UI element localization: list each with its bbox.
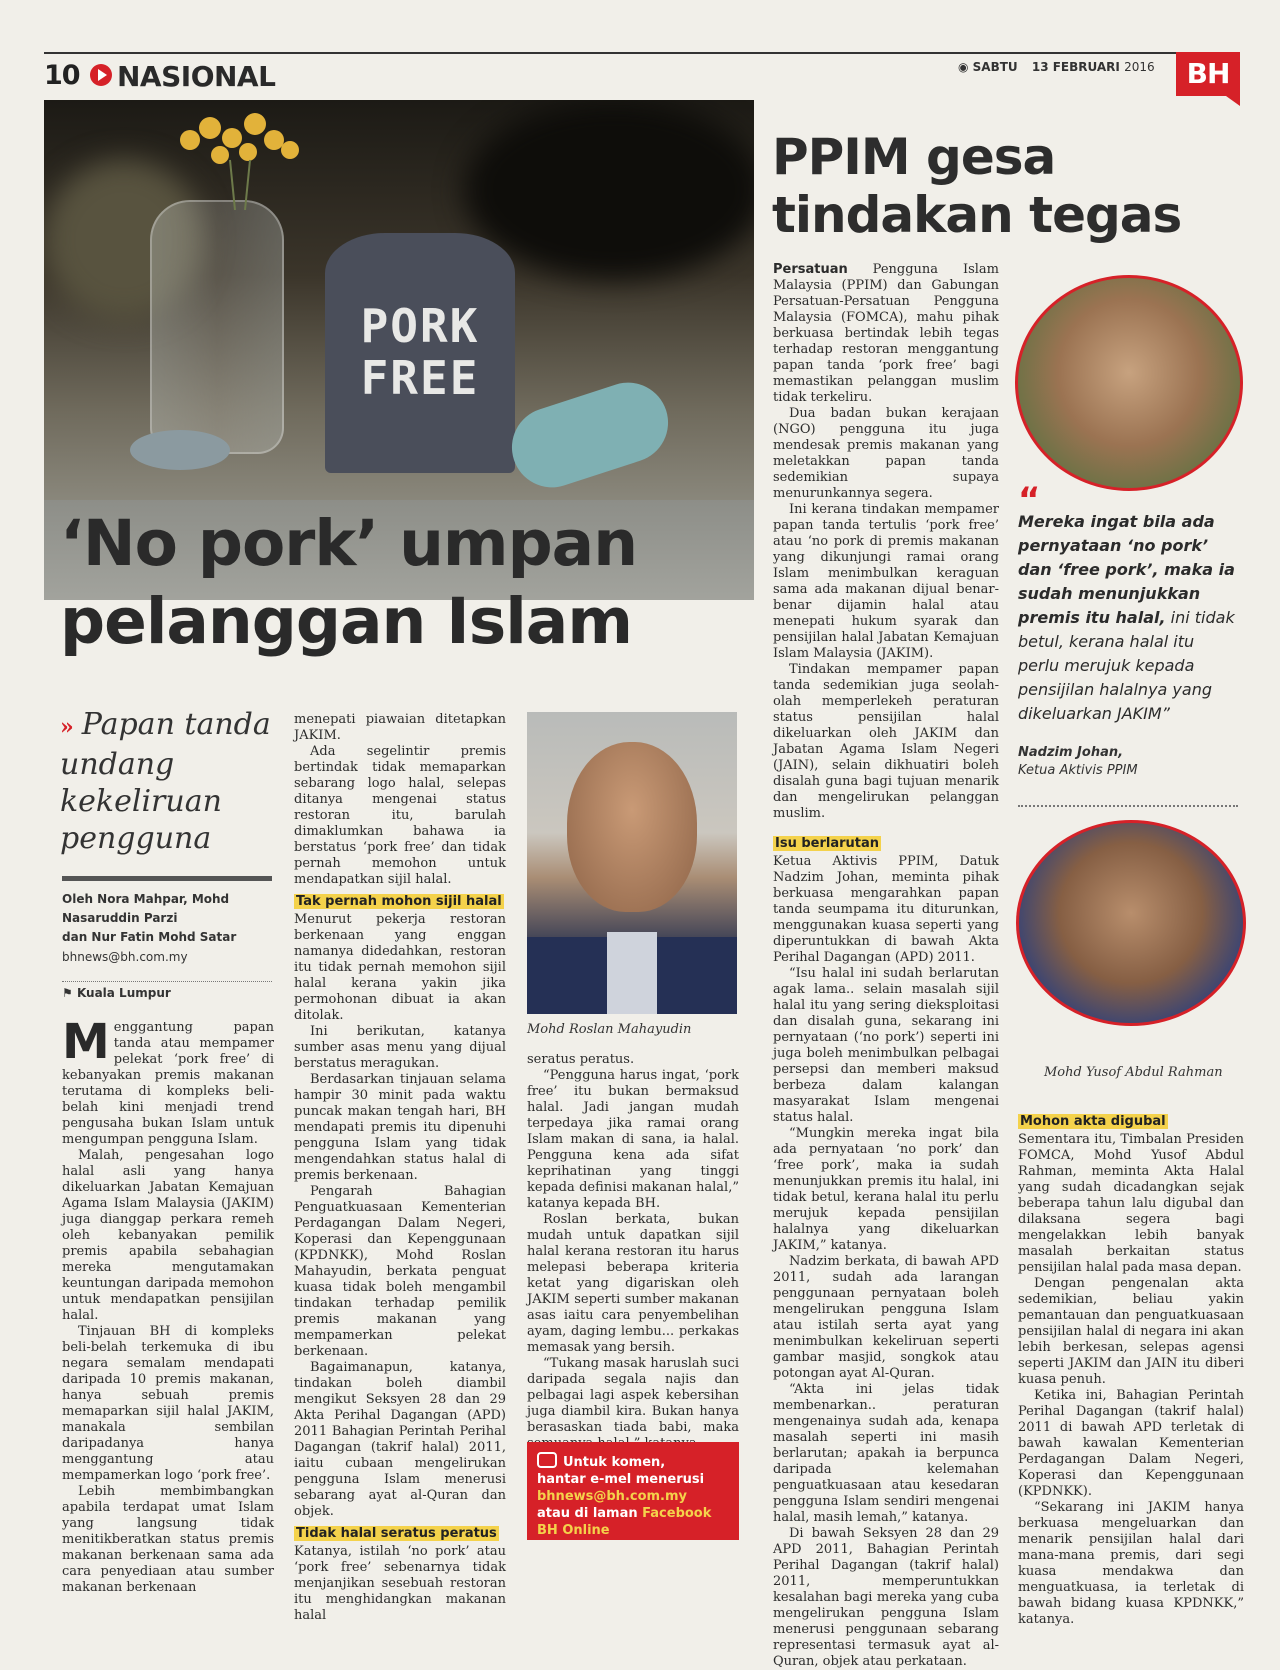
bh-online-link[interactable]: BH Online: [537, 1523, 610, 1538]
deck: [60, 706, 280, 857]
bh-logo: BH: [1176, 52, 1240, 96]
paragraph: Pengarah Bahagian Penguatkuasaan Kementerian Perdagangan Dalam Negeri, Koperasi dan Kepenggunaan (KPDNKK), Mohd Roslan Mahayudin, berkata penguat kuasa tidak boleh mengambil tindakan terhadap pemilik premis makanan yang mempamerkan pelekat berkenaan.: [294, 1184, 506, 1359]
paragraph: Bagaimanapun, katanya, tindakan boleh diambil mengikut Seksyen 28 dan 29 Akta Perihal Dagangan (APD) 2011 Bahagian Perintah Perihal Dagangan (takrif halal) 2011, iaitu cubaan mengelirukan pengguna Islam menerusi sebarang ayat al-Quran dan objek.: [294, 1360, 506, 1519]
place: Kuala Lumpur: [76, 986, 171, 1000]
paragraph: “Sekarang ini JAKIM hanya berkuasa mengeluarkan dan menarik pensijilan halal dari mana-mana premis, dari segi kuasa mendakwa dan menguatkuasa, ia terletak di bawah bidang kuasa KPDNKK,” katanya.: [1018, 1500, 1244, 1627]
main-column-1: [62, 1014, 274, 1596]
year: 2016: [1124, 60, 1155, 74]
pull-quote-bold: Mereka ingat bila ada pernyataan ‘no pork’ dan ‘free pork’, maka ia sudah menunjukkan premis itu halal,: [1018, 512, 1235, 627]
paragraph: Dengan pengenalan akta sedemikian, beliau yakin pemantauan dan penguatkuasaan pensijilan halal di negara ini akan lebih berkesan, selepas agensi seperti JAKIM dan JAIN itu diberi kuasa penuh.: [1018, 1276, 1244, 1387]
paragraph: Ini kerana tindakan mempamer papan tanda tertulis ‘pork free’ atau ‘no pork di premis makanan yang dikunjungi ramai orang Islam menimbulkan keraguan sama ada makanan dijual benar-benar dijamin halal atau menepati hukum syarak dan pensijilan halal Jabatan Kemajuan Islam Malaysia (JAKIM).: [773, 502, 999, 661]
day: SABTU: [972, 60, 1018, 74]
paragraph: Roslan berkata, bukan mudah untuk dapatkan sijil halal kerana restoran itu harus melepasi beberapa kriteria ketat yang digariskan oleh JAKIM seperti sumber makanan asas iaitu cara penyembelihan ayam, daging lembu... perkakas memasak yang bersih.: [527, 1212, 739, 1355]
clock-icon: ◉: [958, 60, 973, 74]
date: 13 FEBRUARI: [1031, 60, 1120, 74]
paragraph: Lebih membimbangkan apabila terdapat umat Islam yang langsung tidak menitikberatkan status premis makanan berkenaan sama ada cara penyediaan atau sumber makanan berkenaan: [62, 1484, 274, 1595]
glass-bottle: [150, 200, 284, 454]
page-number: 10: [44, 60, 80, 91]
paragraph-text: Pengguna Islam Malaysia (PPIM) dan Gabungan Persatuan-Persatuan Pengguna Malaysia (FOMCA), mahu pihak berkuasa bertindak lebih tegas terhadap restoran menggantung papan tanda ‘pork free’ bagi memastikan pelanggan muslim tidak terkeliru.: [773, 262, 999, 405]
portrait-caption: Mohd Roslan Mahayudin: [527, 1022, 692, 1037]
quote-mark-icon: “: [1018, 480, 1041, 520]
paragraph: “Isu halal ini sudah berlarutan agak lama.. selain masalah sijil halal itu yang sering dieksploitasi dan disalah guna, sekarang ini pernyataan (‘no pork’) seperti ini juga boleh menimbulkan pelbagai persepsi dan memberi maksud berbeza dalam kalangan masyarakat Islam mengenai status halal.: [773, 966, 999, 1125]
quote-name: Nadzim Johan,: [1018, 745, 1124, 760]
paragraph: Berdasarkan tinjauan selama hampir 30 minit pada waktu puncak makan tengah hari, BH mendapati premis itu dipenuhi pengguna Islam yang tidak mengendahkan status halal di premis berkenaan.: [294, 1072, 506, 1183]
side-column-1: [773, 262, 999, 1670]
subhead: Isu berlarutan: [775, 836, 880, 851]
main-headline-line-2: pelanggan Islam: [60, 585, 632, 658]
paragraph: [62, 1014, 274, 1148]
sign-line-2: FREE: [360, 351, 480, 405]
dateline-place: [62, 981, 272, 1000]
side-headline-line-1: PPIM gesa: [772, 128, 1056, 186]
deck-text: Papan tanda undang kekeliruan pengguna: [60, 707, 271, 856]
speech-bubble-icon: [537, 1452, 557, 1468]
comment-line-2: hantar e-mel menerusi: [537, 1472, 705, 1487]
sign-text: [330, 300, 510, 404]
byline-rule: [62, 876, 272, 881]
portrait-nadzim: [1015, 275, 1243, 491]
side-column-2: [1018, 1114, 1244, 1628]
paragraph: Nadzim berkata, di bawah APD 2011, sudah ada larangan penggunaan pernyataan boleh mengelirukan pengguna Islam atau istilah serta ayat yang menimbulkan kekeliruan seperti gambar masjid, songkok atau potongan ayat Al-Quran.: [773, 1254, 999, 1381]
chevron-icon: »: [60, 714, 74, 740]
paragraph: “Pengguna harus ingat, ‘pork free’ itu bukan bermaksud halal. Jadi jangan mudah terpedaya jika ramai orang Islam makan di sana, ia halal. Pengguna kena ada sifat keprihatinan yang tinggi kepada definisi makanan halal,” katanya kepada BH.: [527, 1068, 739, 1211]
paragraph: Katanya, istilah ‘no pork’ atau ‘pork free’ sebenarnya tidak menjanjikan sesebuah restoran itu menghidangkan makanan halal: [294, 1544, 506, 1623]
byline-line-3: dan Nur Fatin Mohd Satar: [62, 930, 237, 944]
glass-knob: [130, 430, 230, 470]
portrait-roslan: [527, 712, 737, 1014]
play-icon: [90, 64, 112, 86]
lead-word: Persatuan: [773, 262, 848, 277]
paragraph: Tinjauan BH di kompleks beli-belah terkemuka di ibu negara semalam mendapati daripada 10 premis makanan, hanya sebuah premis memaparkan sijil halal JAKIM, manakala sembilan daripadanya hanya menggantung atau mempamerkan logo ‘pork free’.: [62, 1324, 274, 1483]
main-headline: [60, 505, 750, 661]
main-column-2: [294, 712, 506, 1624]
subhead: Tak pernah mohon sijil halal: [296, 894, 502, 909]
section-title: NASIONAL: [117, 60, 276, 93]
main-headline-line-1: ‘No pork’ umpan: [60, 507, 638, 580]
subhead: Mohon akta digubal: [1020, 1114, 1166, 1129]
paragraph: menepati piawaian ditetapkan JAKIM.: [294, 712, 506, 743]
pull-quote-rest: ini tidak betul, kerana halal itu perlu merujuk kepada pensijilan halalnya yang dikeluarkan JAKIM”: [1018, 608, 1235, 723]
side-headline: [772, 128, 1212, 244]
paragraph: Ini berikutan, katanya sumber asas menu yang dijual berstatus meragukan.: [294, 1024, 506, 1071]
byline-email: bhnews@bh.com.my: [62, 950, 188, 964]
paragraph: Malah, pengesahan logo halal asli yang hanya dikeluarkan Jabatan Kemajuan Agama Islam Malaysia (JAKIM) juga dianggap perkara remeh oleh kebanyakan pemilik premis apabila sebahagian mereka mengutamakan keuntungan daripada memohon untuk mendapatkan pensijilan halal.: [62, 1148, 274, 1323]
quote-title: Ketua Aktivis PPIM: [1018, 763, 1138, 778]
comment-line-4a: atau di laman: [537, 1506, 643, 1521]
facebook-link[interactable]: Facebook: [642, 1506, 712, 1521]
yellow-flowers: [170, 110, 310, 210]
pull-quote: [1018, 510, 1238, 726]
main-column-3: [527, 1052, 739, 1452]
side-headline-line-2: tindakan tegas: [772, 186, 1182, 244]
flag-icon: ⚑: [62, 986, 77, 1000]
paragraph: “Mungkin mereka ingat bila ada pernyataan ‘no pork’ dan ‘free pork’, maka ia sudah menunjukkan premis itu halal, ini tidak betul, kerana halal itu perlu merujuk kepada pensijilan halalnya yang dikeluarkan JAKIM,” katanya.: [773, 1126, 999, 1253]
portrait-collar: [607, 932, 657, 1014]
comment-box: [527, 1442, 739, 1540]
byline: [62, 890, 282, 947]
comment-email[interactable]: bhnews@bh.com.my: [537, 1489, 688, 1504]
paragraph: Di bawah Seksyen 28 dan 29 APD 2011, Bahagian Perintah Perihal Dagangan (takrif halal) 2011, memperuntukkan kesalahan bagi mereka yang cuba mengelirukan pengguna Islam menerusi penggunaan sebarang representasi termasuk ayat al-Quran, objek atau perkataan.: [773, 1526, 999, 1669]
portrait-caption: Mohd Yusof Abdul Rahman: [1044, 1065, 1223, 1080]
drop-cap: M: [62, 1014, 110, 1070]
paragraph: Ada segelintir premis bertindak tidak memaparkan sebarang logo halal, selepas ditanya mengenai status restoran itu, barulah dimaklumkan bahawa ia berstatus ‘pork free’ dan tidak pernah memohon untuk mendapatkan sijil halal.: [294, 744, 506, 887]
dotted-divider: [1018, 805, 1238, 807]
paragraph: Ketika ini, Bahagian Perintah Perihal Dagangan (takrif halal) 2011 di bawah APD terletak di bawah kawalan Kementerian Perdagangan Dalam Negeri, Koperasi dan Kepenggunaan (KPDNKK).: [1018, 1388, 1244, 1499]
header-rule: [44, 52, 1240, 54]
paragraph: Ketua Aktivis PPIM, Datuk Nadzim Johan, meminta pihak berkuasa mengarahkan papan tanda seumpama itu diturunkan, menggunakan kuasa seperti yang diperuntukkan di bawah Akta Perihal Dagangan (APD) 2011.: [773, 854, 999, 965]
paragraph-text: enggantung papan tanda atau mempamer pelekat ‘pork free’ di kebanyakan premis makanan terutama di kompleks beli-belah kini menjadi trend pengusaha bukan Islam untuk mengumpan pengguna Islam.: [62, 1020, 274, 1147]
dateline: [958, 60, 1155, 74]
byline-line-1: Oleh Nora Mahpar, Mohd: [62, 892, 230, 906]
paragraph: Tindakan mempamer papan tanda sedemikian juga seolah-olah memperlekeh peraturan status pensijilan halal dikeluarkan oleh JAKIM dan Jabatan Agama Islam Negeri (JAIN), selain dikhuatiri boleh disalah guna bagi tujuan menarik dan mengelirukan pelanggan muslim.: [773, 662, 999, 821]
paragraph: [773, 262, 999, 406]
portrait-face: [567, 742, 697, 912]
paragraph: seratus peratus.: [527, 1052, 635, 1067]
paragraph: Dua badan bukan kerajaan (NGO) pengguna itu juga mendesak premis makanan yang meletakkan papan tanda sedemikian supaya menurunkannya segera.: [773, 406, 999, 501]
subhead: Tidak halal seratus peratus: [296, 1526, 497, 1541]
comment-line-1: Untuk komen,: [563, 1455, 666, 1470]
paragraph: “Akta ini jelas tidak membenarkan.. peraturan mengenainya sudah ada, kenapa masalah seperti ini masih berlarutan; apakah ia berpunca daripada kelemahan penguatkuasaan atau kesedaran pengguna Islam sendiri mengenai halal, masih lemah,” katanya.: [773, 1382, 999, 1525]
byline-line-2: Nasaruddin Parzi: [62, 911, 178, 925]
sign-line-1: PORK: [360, 299, 480, 353]
paragraph: “Tukang masak haruslah suci daripada segala najis dan pelbagai lagi aspek kebersihan juga diambil kira. Bukan hanya berasaskan tiada babi, maka: [527, 1356, 739, 1435]
paragraph: Sementara itu, Timbalan Presiden FOMCA, Mohd Yusof Abdul Rahman, meminta Akta Halal yang sudah dicadangkan sejak beberapa tahun lalu digubal dan dilaksana segera bagi mengelakkan lebih banyak masalah berkaitan status pensijilan halal pada masa depan.: [1018, 1132, 1244, 1275]
portrait-yusof: [1016, 820, 1246, 1026]
paragraph: Menurut pekerja restoran berkenaan yang enggan namanya didedahkan, restoran itu tidak pernah memohon sijil halal kerana yakin jika permohonan dibuat ia akan ditolak.: [294, 912, 506, 1023]
